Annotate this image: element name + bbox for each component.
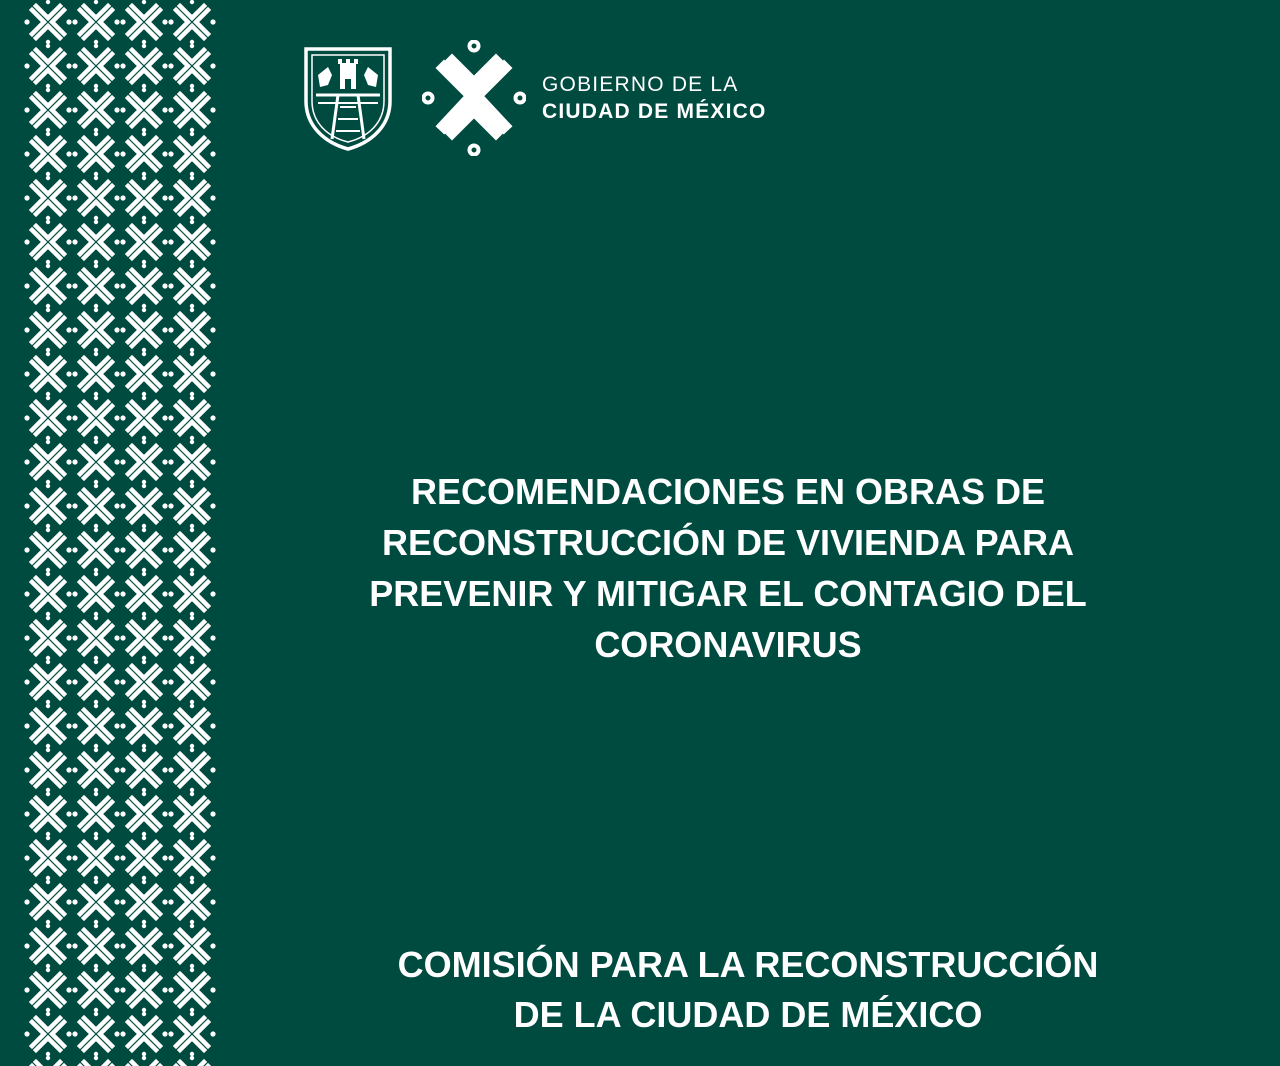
government-name-line2: CIUDAD DE MÉXICO: [542, 100, 767, 123]
document-title-line4: CORONAVIRUS: [594, 624, 862, 665]
document-title-line3: PREVENIR Y MITIGAR EL CONTAGIO DEL: [369, 573, 1087, 614]
government-header: [302, 40, 767, 156]
document-title: [290, 466, 1166, 670]
knot-pattern-icon: [24, 0, 216, 1066]
issuing-commission-line2: DE LA CIUDAD DE MÉXICO: [513, 994, 983, 1035]
issuing-commission: [330, 940, 1166, 1040]
cdmx-coat-of-arms-icon: [302, 45, 394, 151]
knot-pattern-strip: [24, 0, 216, 1066]
government-name-line1: GOBIERNO DE LA: [542, 73, 739, 96]
document-title-line2: RECONSTRUCCIÓN DE VIVIENDA PARA: [381, 522, 1075, 563]
cdmx-knot-logo-icon: [422, 40, 526, 156]
document-title-line1: RECOMENDACIONES EN OBRAS DE: [410, 471, 1046, 512]
government-name: [542, 71, 767, 125]
issuing-commission-line1: COMISIÓN PARA LA RECONSTRUCCIÓN: [397, 944, 1099, 985]
